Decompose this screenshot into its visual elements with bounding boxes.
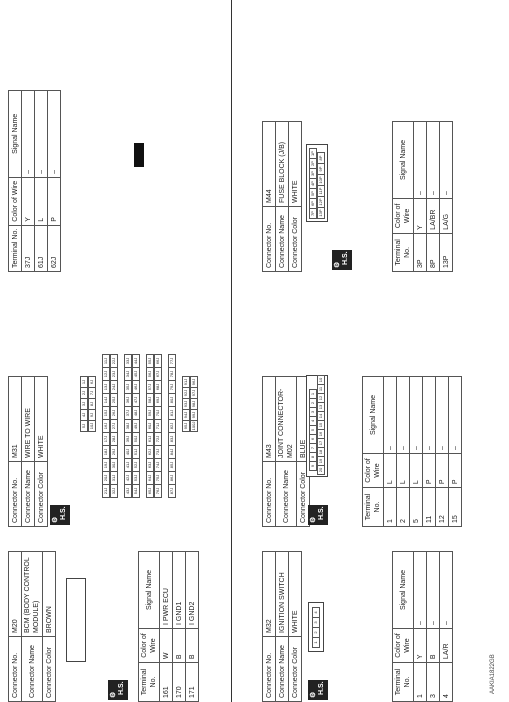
- connector-pin: 8J: [88, 398, 96, 410]
- connector-pin: 23J: [110, 367, 118, 381]
- table-row: 5 L –: [410, 377, 423, 527]
- m31-latch: [134, 143, 144, 167]
- table-row: 62J P –: [48, 90, 61, 271]
- connector-m20-terminals: Terminal No. Color of Wire Signal Name 161 W I PWR ECU 170 B I GND1 171 B I GND2: [138, 551, 199, 702]
- table-row: 3P Y –: [414, 122, 427, 272]
- connector-m44: [262, 121, 450, 272]
- connector-pin: 3J: [80, 398, 88, 410]
- table-row: 161 W I PWR ECU: [160, 552, 173, 702]
- connector-pin: 36J: [124, 393, 132, 407]
- connector-pin: 7J: [88, 387, 96, 399]
- connector-pin: 54J: [132, 484, 140, 498]
- connector-pin: 68J: [154, 380, 162, 394]
- connector-pin: 15: [317, 420, 325, 430]
- hs-icon: ⚙ H.S.: [108, 680, 128, 700]
- connector-pin: 71J: [154, 419, 162, 433]
- table-row: 2 L –: [397, 377, 410, 527]
- connector-pin: 3P: [309, 168, 317, 179]
- connector-pin: 99J: [190, 409, 198, 421]
- connector-pin: 34J: [124, 367, 132, 381]
- m20-connector-face: [66, 578, 86, 662]
- connector-pin: 5P: [309, 188, 317, 199]
- connector-pin: 46J: [132, 380, 140, 394]
- connector-pin: 86J: [168, 471, 176, 485]
- connector-pin: 78J: [168, 367, 176, 381]
- connector-pin: 65J: [146, 484, 154, 498]
- connector-m31-header: Connector No. M31 Connector Name WIRE TO WIRE Connector Color WHITE: [8, 376, 48, 527]
- connector-pin: 48J: [132, 406, 140, 420]
- connector-pin: 21J: [102, 484, 110, 498]
- connector-pin: 85J: [168, 458, 176, 472]
- connector-pin: 1: [309, 389, 317, 399]
- connector-pin: 12J: [102, 367, 110, 381]
- connector-pin: 98J: [190, 398, 198, 410]
- connector-pin: 91J: [182, 376, 190, 388]
- connector-pin: 69J: [154, 393, 162, 407]
- table-row: 37J Y –: [22, 90, 35, 271]
- connector-pin: 4P: [309, 178, 317, 189]
- table-row: 12 P –: [436, 377, 449, 527]
- connector-pin: 44J: [132, 354, 140, 368]
- connector-pin: 70J: [154, 406, 162, 420]
- connector-pin: 9P: [317, 163, 325, 175]
- connector-pin: 13P: [317, 207, 325, 219]
- connector-pin: 6P: [309, 198, 317, 209]
- connector-pin: 52J: [132, 458, 140, 472]
- connector-pin: 55J: [146, 354, 154, 368]
- connector-pin: 94J: [182, 409, 190, 421]
- table-row: 1 L –: [384, 377, 397, 527]
- connector-pin: 24J: [110, 380, 118, 394]
- connector-pin: 53J: [132, 471, 140, 485]
- connector-pin: 2: [312, 627, 320, 638]
- connector-m20-header: Connector No. M20 Connector Name BCM (BODY CONTROL MODULE) Connector Color BROWN: [8, 551, 56, 702]
- connector-m32: [262, 551, 450, 702]
- connector-pin: 33J: [124, 354, 132, 368]
- document-code: AAKIA1822GB: [490, 654, 496, 694]
- connector-m32-terminals: Terminal No. Color of Wire Signal Name 1 Y – 3 B – 4 LA/R –: [392, 551, 453, 702]
- hs-icon: ⚙ H.S.: [50, 505, 70, 525]
- connector-m31-terminals: Terminal No. Color of Wire Signal Name 37J Y – 61J L – 62J P –: [8, 90, 61, 272]
- connector-pin: 75J: [154, 471, 162, 485]
- connector-pin: 4: [309, 416, 317, 426]
- connector-pin: 16J: [102, 419, 110, 433]
- m44-connector-face: [306, 144, 328, 222]
- connector-pin: 35J: [124, 380, 132, 394]
- connector-pin: 9: [309, 461, 317, 471]
- connector-pin: 6J: [88, 376, 96, 388]
- connector-pin: 25J: [110, 393, 118, 407]
- connector-pin: 28J: [110, 432, 118, 446]
- connector-pin: 74J: [154, 458, 162, 472]
- connector-pin: 2J: [80, 387, 88, 399]
- table-row: 3 B –: [427, 552, 440, 702]
- hs-icon: ⚙ H.S.: [332, 250, 352, 270]
- connector-pin: 6: [309, 434, 317, 444]
- connector-pin: 40J: [124, 445, 132, 459]
- table-row: 170 B I GND1: [173, 552, 186, 702]
- m31-connector-face: [80, 342, 208, 502]
- connector-pin: 26J: [110, 406, 118, 420]
- hs-icon: ⚙ H.S.: [308, 505, 328, 525]
- connector-pin: 7: [309, 443, 317, 453]
- connector-pin: 12: [317, 393, 325, 403]
- connector-m43-terminals: Terminal No. Color of Wire Signal Name 1 L – 2 L – 5 L – 11 P – 12 P – 15 P –: [362, 376, 462, 527]
- connector-m44-terminals: Terminal No. Color of Wire Signal Name 3P Y – 8P LA/BR – 13P LA/G –: [392, 121, 453, 272]
- connector-pin: 16: [317, 429, 325, 439]
- connector-pin: 22J: [110, 354, 118, 368]
- connector-pin: 80J: [168, 393, 176, 407]
- connector-pin: 84J: [168, 445, 176, 459]
- connector-pin: 19: [317, 456, 325, 466]
- connector-m43: [262, 376, 459, 527]
- connector-m43-header: Connector No. M43 Connector Name JOINT CONNECTOR-M02 Connector Color BLUE: [262, 376, 310, 527]
- m43-connector-face: [306, 375, 328, 477]
- connector-pin: 18: [317, 447, 325, 457]
- connector-pin: 11P: [317, 185, 325, 197]
- connector-pin: 4: [312, 607, 320, 618]
- connector-m31-terminals-cell: [8, 90, 61, 272]
- table-row: 15 P –: [449, 377, 462, 527]
- connector-pin: 49J: [132, 419, 140, 433]
- connector-pin: 18J: [102, 445, 110, 459]
- hs-icon: ⚙ H.S.: [308, 680, 328, 700]
- section-divider: [231, 0, 232, 702]
- connector-pin: 42J: [124, 471, 132, 485]
- connector-pin: 77J: [168, 354, 176, 368]
- connector-pin: 20J: [102, 471, 110, 485]
- connector-pin: 14: [317, 411, 325, 421]
- connector-pin: 27J: [110, 419, 118, 433]
- connector-pin: 73J: [154, 445, 162, 459]
- connector-pin: 39J: [124, 432, 132, 446]
- connector-pin: 1J: [80, 376, 88, 388]
- connector-pin: 31J: [110, 471, 118, 485]
- connector-m44-header: Connector No. M44 Connector Name FUSE BLOCK (J/B) Connector Color WHITE: [262, 121, 302, 272]
- connector-pin: 1P: [309, 148, 317, 159]
- connector-pin: 2: [309, 398, 317, 408]
- connector-pin: 83J: [168, 432, 176, 446]
- connector-pin: 87J: [168, 484, 176, 498]
- connector-pin: 10P: [317, 174, 325, 186]
- connector-pin: 76J: [154, 484, 162, 498]
- connector-pin: 5: [309, 425, 317, 435]
- connector-pin: 30J: [110, 458, 118, 472]
- connector-pin: 72J: [154, 432, 162, 446]
- connector-pin: 13: [317, 402, 325, 412]
- connector-pin: 3: [312, 617, 320, 628]
- connector-pin: 58J: [146, 393, 154, 407]
- connector-pin: 63J: [146, 458, 154, 472]
- table-row: 4 LA/R –: [440, 552, 453, 702]
- connector-pin: 56J: [146, 367, 154, 381]
- m32-connector-face: [308, 602, 324, 652]
- connector-pin: 96J: [190, 376, 198, 388]
- connector-pin: 67J: [154, 367, 162, 381]
- connector-pin: 37J: [124, 406, 132, 420]
- table-row: 171 B I GND2: [186, 552, 199, 702]
- connector-pin: 38J: [124, 419, 132, 433]
- connector-pin: 12P: [317, 196, 325, 208]
- table-row: 13P LA/G –: [440, 122, 453, 272]
- connector-pin: 62J: [146, 445, 154, 459]
- connector-pin: 43J: [124, 484, 132, 498]
- connector-pin: 14J: [102, 393, 110, 407]
- connector-pin: 100J: [191, 421, 196, 431]
- connector-pin: 13J: [102, 380, 110, 394]
- connector-pin: 20: [317, 465, 325, 475]
- connector-pin: 60J: [146, 419, 154, 433]
- connector-pin: 64J: [146, 471, 154, 485]
- connector-pin: 9J: [88, 409, 96, 421]
- table-row: 1 Y –: [414, 552, 427, 702]
- connector-pin: 92J: [182, 387, 190, 399]
- table-row: 8P LA/BR –: [427, 122, 440, 272]
- connector-pin: 4J: [80, 409, 88, 421]
- connector-pin: 10J: [88, 420, 96, 432]
- connector-m20: [8, 551, 196, 702]
- connector-pin: 10: [317, 375, 325, 385]
- connector-pin: 61J: [146, 432, 154, 446]
- connector-pin: 1: [312, 637, 320, 648]
- connector-m32-header: Connector No. M32 Connector Name IGNITION SWITCH Connector Color WHITE: [262, 551, 302, 702]
- connector-pin: 50J: [132, 432, 140, 446]
- connector-pin: 5J: [80, 420, 88, 432]
- connector-pin: 29J: [110, 445, 118, 459]
- connector-pin: 93J: [182, 398, 190, 410]
- table-row: 61J L –: [35, 90, 48, 271]
- connector-pin: 45J: [132, 367, 140, 381]
- connector-pin: 57J: [146, 380, 154, 394]
- connector-pin: 51J: [132, 445, 140, 459]
- table-row: 11 P –: [423, 377, 436, 527]
- connector-pin: 47J: [132, 393, 140, 407]
- connector-pin: 79J: [168, 380, 176, 394]
- connector-pin: 3: [309, 407, 317, 417]
- connector-pin: 97J: [190, 387, 198, 399]
- connector-m31: [8, 357, 196, 527]
- connector-pin: 8P: [317, 152, 325, 164]
- connector-pin: 59J: [146, 406, 154, 420]
- connector-pin: 8: [309, 452, 317, 462]
- connector-pin: 95J: [182, 420, 190, 432]
- connector-pin: 19J: [102, 458, 110, 472]
- connector-pin: 17J: [102, 432, 110, 446]
- connector-pin: 82J: [168, 419, 176, 433]
- connector-pin: 11: [317, 384, 325, 394]
- connector-pin: 7P: [309, 208, 317, 219]
- connector-pin: 2P: [309, 158, 317, 169]
- connector-pin: 17: [317, 438, 325, 448]
- connector-pin: 41J: [124, 458, 132, 472]
- connector-pin: 32J: [110, 484, 118, 498]
- connector-pin: 81J: [168, 406, 176, 420]
- connector-pin: 15J: [102, 406, 110, 420]
- connector-pin: 11J: [102, 354, 110, 368]
- connector-pin: 66J: [154, 354, 162, 368]
